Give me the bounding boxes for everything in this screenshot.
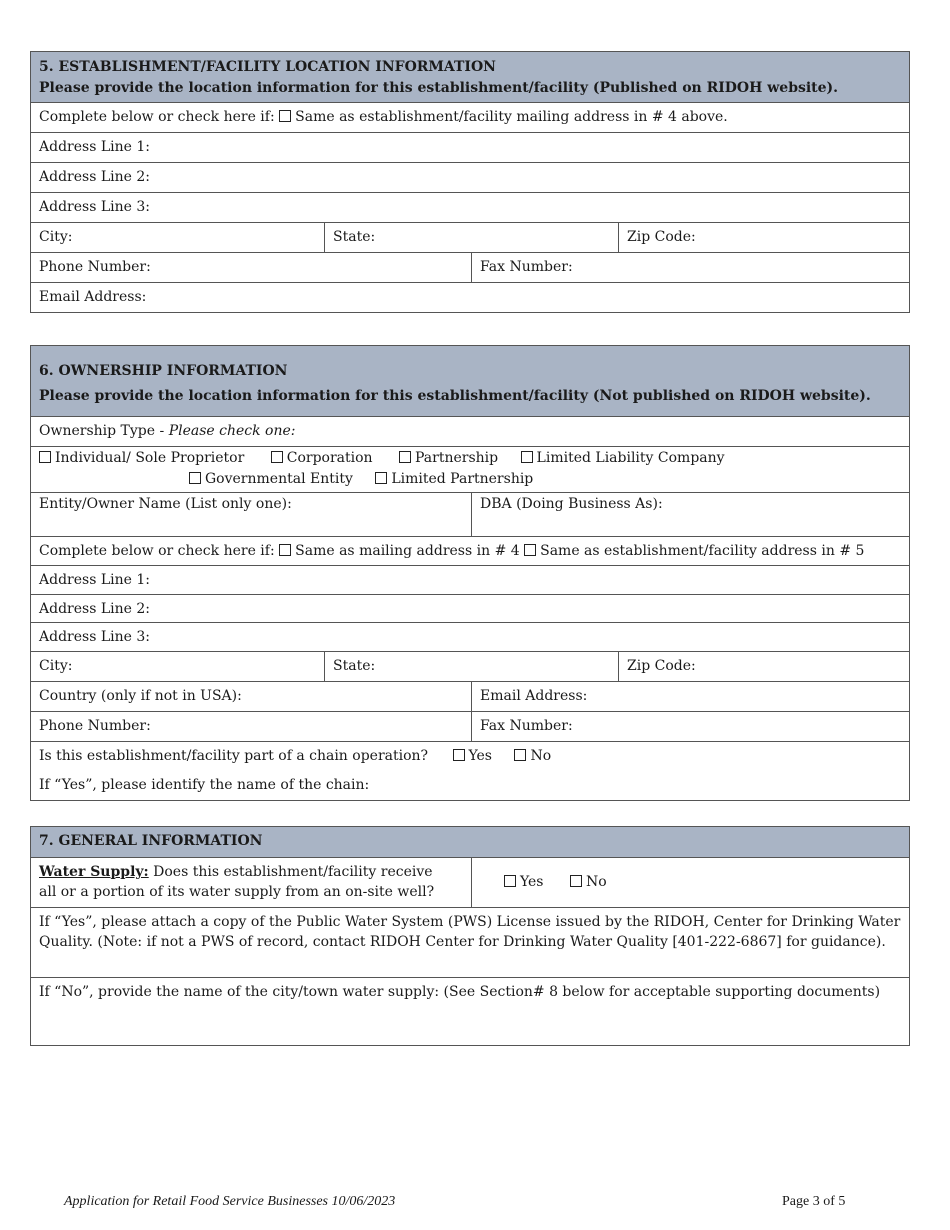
fax-field[interactable] (471, 253, 909, 282)
owner-city-field[interactable] (31, 652, 324, 681)
state-field[interactable] (324, 223, 618, 252)
well-yes-checkbox[interactable] (504, 875, 516, 887)
if-yes-instructions: If “Yes”, please attach a copy of the Public Water System (PWS) License issued by the RIDOH, Center for Drinking Water Quality. (Note: if not a PWS of record, contact RIDOH Center for Drinking Water Quality [401-222-6867] for guidance). (39, 914, 901, 950)
section-7-general (30, 826, 910, 1046)
individual-label: Individual/ Sole Proprietor (55, 450, 245, 466)
phone-field[interactable] (31, 253, 471, 282)
fax-label: Fax Number: (480, 259, 573, 275)
footer-page-number: Page 3 of 5 (782, 1194, 846, 1209)
zip-field[interactable] (618, 223, 909, 252)
chain-yes-label: Yes (468, 748, 492, 764)
address-line-3-label: Address Line 3: (39, 199, 150, 215)
city-label: City: (39, 229, 73, 245)
llc-label: Limited Liability Company (536, 450, 725, 466)
owner-city-label: City: (39, 658, 73, 674)
section-7-header (31, 827, 909, 857)
water-supply-label: Water Supply: (39, 864, 149, 880)
same-as-prefix: Complete below or check here if: (39, 109, 275, 125)
same-as-facility-5-checkbox[interactable] (524, 544, 536, 556)
same-as-mailing-checkbox[interactable] (279, 110, 291, 122)
llc-checkbox[interactable] (521, 451, 533, 463)
zip-label: Zip Code: (627, 229, 696, 245)
limited-partnership-label: Limited Partnership (391, 471, 534, 487)
partnership-label: Partnership (415, 450, 499, 466)
owner-address-line-3-label: Address Line 3: (39, 629, 150, 645)
owner-address-line-2-label: Address Line 2: (39, 601, 150, 617)
section-5-header (31, 52, 909, 102)
owner-zip-label: Zip Code: (627, 658, 696, 674)
owner-address-line-3-field[interactable] (31, 623, 909, 651)
chain-no-label: No (530, 748, 552, 764)
chain-question: Is this establishment/facility part of a chain operation? (39, 748, 429, 764)
section-6-subtitle: Please provide the location information for this establishment/facility (Not published on RIDOH website). (39, 388, 871, 404)
corporation-checkbox[interactable] (271, 451, 283, 463)
address-line-1-label: Address Line 1: (39, 139, 150, 155)
owner-address-line-1-label: Address Line 1: (39, 572, 150, 588)
address-line-1-field[interactable] (31, 133, 909, 162)
section-6-title: 6. OWNERSHIP INFORMATION (39, 363, 288, 379)
chain-name-label: If “Yes”, please identify the name of the chain: (39, 777, 370, 793)
chain-yes-checkbox[interactable] (453, 749, 465, 761)
corporation-label: Corporation (286, 450, 373, 466)
owner-state-field[interactable] (324, 652, 618, 681)
individual-checkbox[interactable] (39, 451, 51, 463)
section-6-header (31, 346, 909, 416)
footer-form-title: Application for Retail Food Service Businesses 10/06/2023 (64, 1194, 396, 1209)
owner-fax-label: Fax Number: (480, 718, 573, 734)
section-5-location (30, 51, 910, 313)
ownership-same-as-prefix: Complete below or check here if: (39, 543, 275, 559)
owner-country-field[interactable] (31, 682, 471, 711)
email-field[interactable] (31, 283, 909, 312)
chain-name-field[interactable] (39, 771, 901, 800)
state-label: State: (333, 229, 376, 245)
city-field[interactable] (31, 223, 324, 252)
section-5-subtitle: Please provide the location information for this establishment/facility (Published on RIDOH website). (39, 80, 839, 96)
same-as-mailing-4-checkbox[interactable] (279, 544, 291, 556)
address-line-2-field[interactable] (31, 163, 909, 192)
email-label: Email Address: (39, 289, 147, 305)
if-no-instructions: If “No”, provide the name of the city/town water supply: (See Section# 8 below for acceptable supporting documents) (39, 984, 881, 1000)
owner-fax-field[interactable] (471, 712, 909, 741)
owner-email-label: Email Address: (480, 688, 588, 704)
partnership-checkbox[interactable] (399, 451, 411, 463)
governmental-checkbox[interactable] (189, 472, 201, 484)
owner-country-label: Country (only if not in USA): (39, 688, 242, 704)
dba-label: DBA (Doing Business As): (480, 496, 663, 512)
same-as-mailing-4-label: Same as mailing address in # 4 (295, 543, 520, 559)
city-water-supply-field[interactable] (31, 978, 909, 1045)
entity-name-field[interactable] (31, 493, 471, 536)
address-line-2-label: Address Line 2: (39, 169, 150, 185)
owner-address-line-1-field[interactable] (31, 566, 909, 594)
owner-state-label: State: (333, 658, 376, 674)
dba-field[interactable] (471, 493, 909, 536)
limited-partnership-checkbox[interactable] (375, 472, 387, 484)
entity-name-label: Entity/Owner Name (List only one): (39, 496, 292, 512)
ownership-type-hint: Please check one: (168, 423, 296, 439)
section-7-title: 7. GENERAL INFORMATION (39, 833, 263, 849)
well-no-label: No (585, 874, 607, 890)
owner-phone-label: Phone Number: (39, 718, 151, 734)
water-question-line-2: all or a portion of its water supply from an on-site well? (39, 884, 435, 900)
same-as-mailing-label: Same as establishment/facility mailing address in # 4 above. (295, 109, 728, 125)
owner-email-field[interactable] (471, 682, 909, 711)
phone-label: Phone Number: (39, 259, 151, 275)
same-as-facility-5-label: Same as establishment/facility address in # 5 (540, 543, 865, 559)
address-line-3-field[interactable] (31, 193, 909, 222)
well-no-checkbox[interactable] (570, 875, 582, 887)
ownership-type-label: Ownership Type - (39, 423, 165, 439)
section-5-title: 5. ESTABLISHMENT/FACILITY LOCATION INFORMATION (39, 59, 496, 75)
chain-no-checkbox[interactable] (514, 749, 526, 761)
well-yes-label: Yes (520, 874, 544, 890)
owner-address-line-2-field[interactable] (31, 595, 909, 622)
water-question-line-1: Does this establishment/facility receive (153, 864, 433, 880)
governmental-label: Governmental Entity (205, 471, 353, 487)
owner-phone-field[interactable] (31, 712, 471, 741)
section-6-ownership (30, 345, 910, 801)
owner-zip-field[interactable] (618, 652, 909, 681)
